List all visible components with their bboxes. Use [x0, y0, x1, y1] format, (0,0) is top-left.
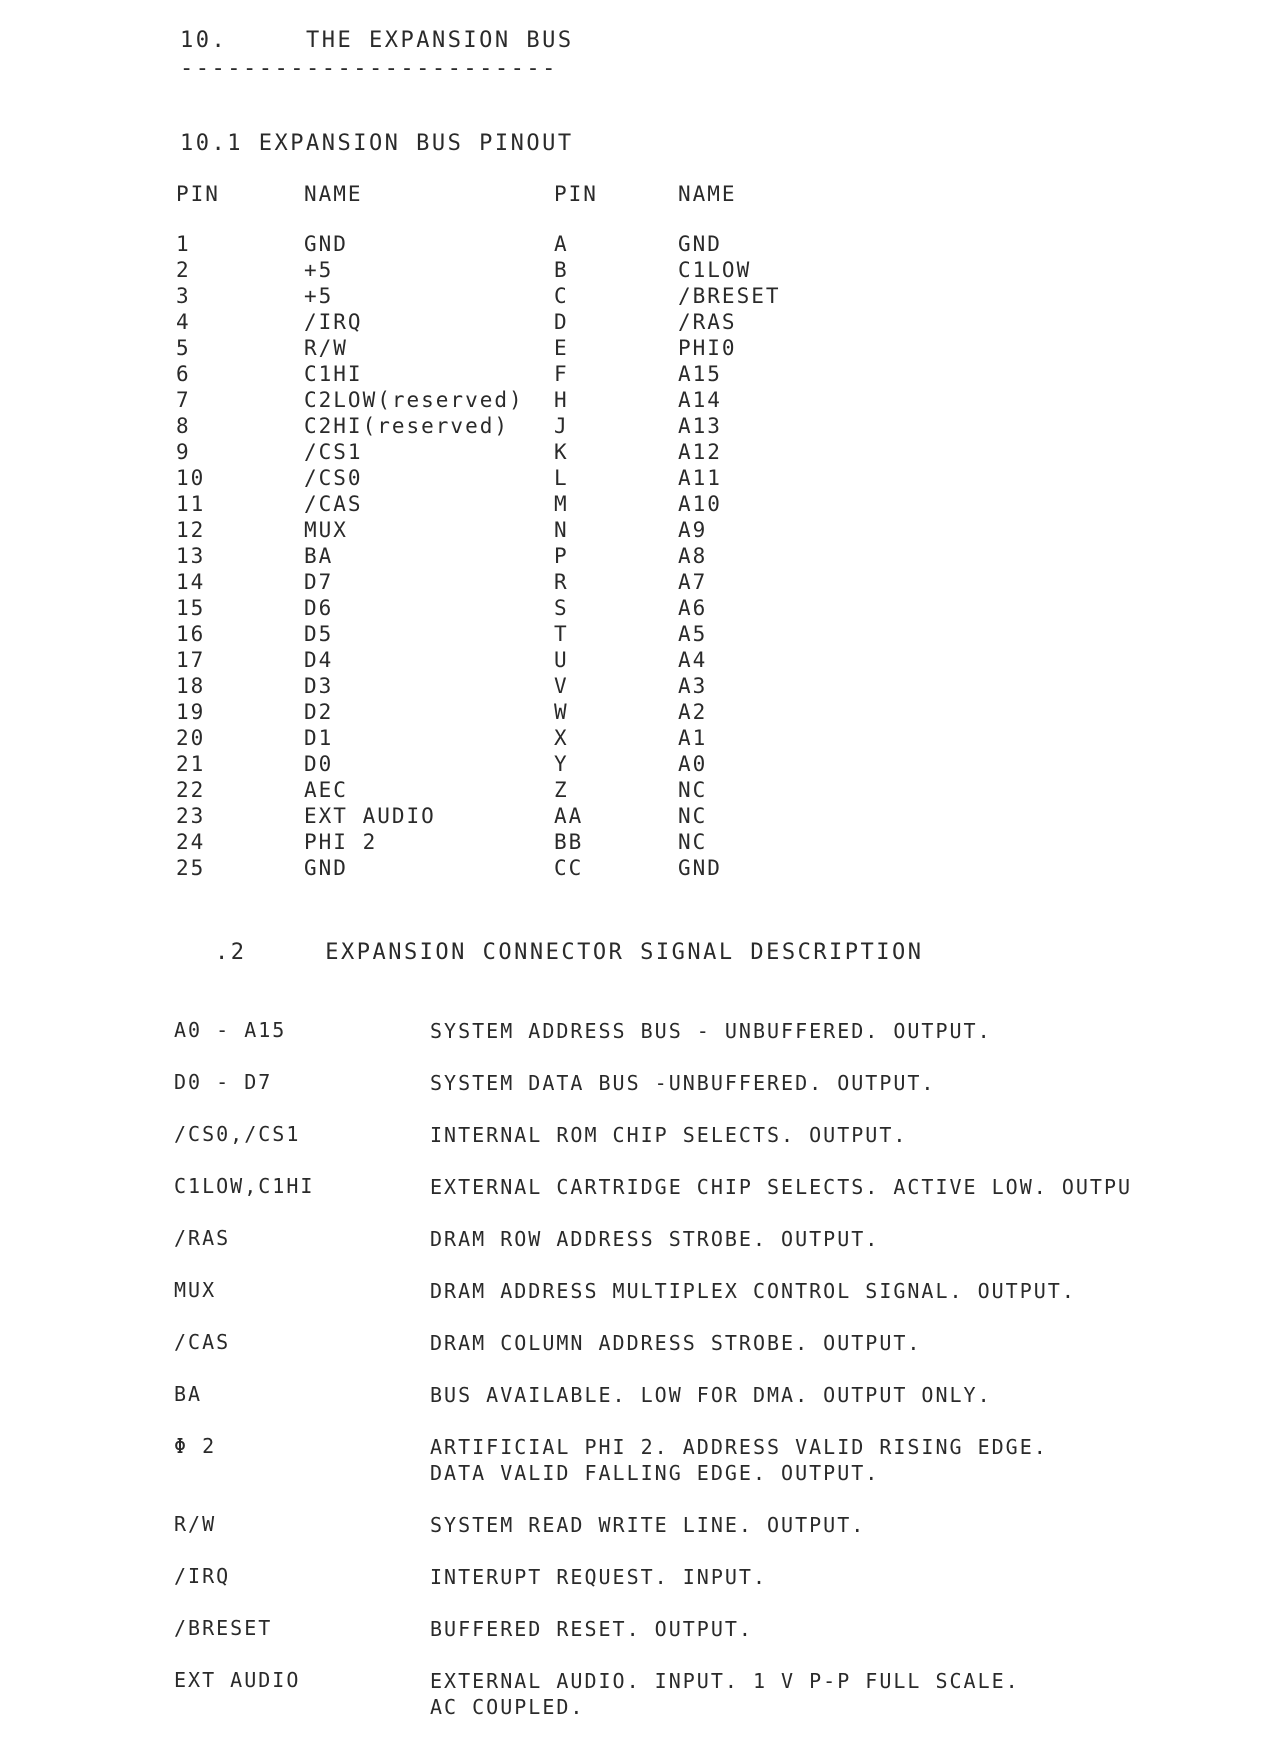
cell-name-left: C2HI(reserved) — [304, 414, 510, 438]
description-line: DRAM ADDRESS MULTIPLEX CONTROL SIGNAL. OUTPUT. — [430, 1279, 1076, 1303]
list-item — [174, 1434, 1264, 1512]
cell-name-right: A3 — [678, 674, 708, 698]
section-10-2-title: .2 EXPANSION CONNECTOR SIGNAL DESCRIPTION — [215, 940, 924, 965]
cell-pin-right: A — [554, 232, 569, 256]
description-line: EXTERNAL AUDIO. INPUT. 1 V P-P FULL SCALE. — [430, 1669, 1020, 1693]
cell-pin-left: 8 — [176, 414, 191, 438]
cell-pin-left: 4 — [176, 310, 191, 334]
cell-name-right: A15 — [678, 362, 722, 386]
list-item — [174, 1512, 1264, 1564]
cell-name-right: NC — [678, 830, 708, 854]
cell-pin-right: E — [554, 336, 569, 360]
page-heading — [180, 28, 574, 53]
cell-pin-left: 11 — [176, 492, 206, 516]
cell-pin-right: J — [554, 414, 569, 438]
cell-pin-left: 23 — [176, 804, 206, 828]
header-name-right: NAME — [678, 182, 737, 206]
signal-description — [430, 1226, 1264, 1252]
cell-name-right: A4 — [678, 648, 708, 672]
heading-underline: ------------------------ — [180, 56, 558, 81]
cell-pin-right: Z — [554, 778, 569, 802]
cell-name-left: D1 — [304, 726, 334, 750]
cell-pin-left: 3 — [176, 284, 191, 308]
list-item — [174, 1382, 1264, 1434]
cell-name-right: GND — [678, 856, 722, 880]
cell-name-left: D3 — [304, 674, 334, 698]
cell-name-right: A6 — [678, 596, 708, 620]
cell-name-left: /CAS — [304, 492, 363, 516]
signal-name: R/W — [174, 1512, 217, 1536]
list-item — [174, 1070, 1264, 1122]
list-item — [174, 1330, 1264, 1382]
cell-name-left: D5 — [304, 622, 334, 646]
description-line: INTERUPT REQUEST. INPUT. — [430, 1565, 767, 1589]
signal-name: Φ 2 — [174, 1434, 217, 1458]
heading-number: 10. — [180, 28, 228, 53]
signal-name: BA — [174, 1382, 203, 1406]
signal-description — [430, 1382, 1264, 1408]
cell-name-left: AEC — [304, 778, 348, 802]
cell-name-left: EXT AUDIO — [304, 804, 436, 828]
cell-name-left: MUX — [304, 518, 348, 542]
cell-pin-right: F — [554, 362, 569, 386]
cell-pin-right: P — [554, 544, 569, 568]
signal-name: MUX — [174, 1278, 217, 1302]
cell-pin-left: 1 — [176, 232, 191, 256]
description-line: DRAM COLUMN ADDRESS STROBE. OUTPUT. — [430, 1331, 922, 1355]
cell-pin-right: N — [554, 518, 569, 542]
signal-name: EXT AUDIO — [174, 1668, 301, 1692]
cell-pin-right: T — [554, 622, 569, 646]
signal-description — [430, 1668, 1264, 1720]
cell-pin-right: S — [554, 596, 569, 620]
cell-pin-left: 20 — [176, 726, 206, 750]
cell-name-right: NC — [678, 804, 708, 828]
cell-name-right: A2 — [678, 700, 708, 724]
cell-name-right: /RAS — [678, 310, 737, 334]
cell-name-left: C2LOW(reserved) — [304, 388, 524, 412]
signal-description-list — [174, 1018, 1264, 1746]
cell-name-right: GND — [678, 232, 722, 256]
cell-name-right: A14 — [678, 388, 722, 412]
cell-pin-right: H — [554, 388, 569, 412]
description-line: SYSTEM READ WRITE LINE. OUTPUT. — [430, 1513, 866, 1537]
cell-name-right: /BRESET — [678, 284, 781, 308]
signal-name: /RAS — [174, 1226, 231, 1250]
cell-pin-left: 24 — [176, 830, 206, 854]
signal-name: D0 - D7 — [174, 1070, 273, 1094]
signal-description — [430, 1278, 1264, 1304]
cell-name-right: PHI0 — [678, 336, 737, 360]
signal-name: /CAS — [174, 1330, 231, 1354]
cell-pin-left: 21 — [176, 752, 206, 776]
signal-description — [430, 1122, 1264, 1148]
signal-description — [430, 1564, 1264, 1590]
cell-pin-left: 15 — [176, 596, 206, 620]
signal-name: A0 - A15 — [174, 1018, 287, 1042]
cell-name-left: D2 — [304, 700, 334, 724]
heading-title: THE EXPANSION BUS — [305, 28, 574, 53]
list-item — [174, 1018, 1264, 1070]
cell-name-right: C1LOW — [678, 258, 752, 282]
cell-name-right: A11 — [678, 466, 722, 490]
cell-pin-right: Y — [554, 752, 569, 776]
cell-name-left: D7 — [304, 570, 334, 594]
description-line: DATA VALID FALLING EDGE. OUTPUT. — [430, 1461, 880, 1485]
description-line: BUS AVAILABLE. LOW FOR DMA. OUTPUT ONLY. — [430, 1383, 992, 1407]
cell-name-right: A8 — [678, 544, 708, 568]
list-item — [174, 1174, 1264, 1226]
signal-name: /BRESET — [174, 1616, 273, 1640]
cell-pin-right: W — [554, 700, 569, 724]
cell-name-left: +5 — [304, 284, 334, 308]
cell-name-left: D4 — [304, 648, 334, 672]
header-name-left: NAME — [304, 182, 363, 206]
cell-name-left: D0 — [304, 752, 334, 776]
cell-name-left: C1HI — [304, 362, 363, 386]
cell-pin-left: 14 — [176, 570, 206, 594]
cell-name-right: A0 — [678, 752, 708, 776]
cell-pin-right: L — [554, 466, 569, 490]
cell-pin-right: AA — [554, 804, 584, 828]
description-line: SYSTEM DATA BUS -UNBUFFERED. OUTPUT. — [430, 1071, 936, 1095]
description-line: DRAM ROW ADDRESS STROBE. OUTPUT. — [430, 1227, 880, 1251]
cell-name-left: R/W — [304, 336, 348, 360]
cell-pin-left: 2 — [176, 258, 191, 282]
list-item — [174, 1564, 1264, 1616]
list-item — [174, 1226, 1264, 1278]
cell-name-left: /IRQ — [304, 310, 363, 334]
signal-description — [430, 1616, 1264, 1642]
cell-pin-right: V — [554, 674, 569, 698]
cell-pin-left: 7 — [176, 388, 191, 412]
cell-pin-left: 12 — [176, 518, 206, 542]
signal-name: /CS0,/CS1 — [174, 1122, 301, 1146]
cell-pin-right: BB — [554, 830, 584, 854]
cell-name-right: A1 — [678, 726, 708, 750]
cell-pin-left: 19 — [176, 700, 206, 724]
list-item — [174, 1122, 1264, 1174]
cell-name-left: GND — [304, 232, 348, 256]
cell-pin-left: 17 — [176, 648, 206, 672]
cell-pin-right: R — [554, 570, 569, 594]
cell-name-right: A9 — [678, 518, 708, 542]
cell-pin-left: 18 — [176, 674, 206, 698]
signal-description — [430, 1330, 1264, 1356]
signal-name: /IRQ — [174, 1564, 231, 1588]
cell-pin-left: 6 — [176, 362, 191, 386]
cell-pin-right: B — [554, 258, 569, 282]
cell-pin-right: X — [554, 726, 569, 750]
cell-pin-right: U — [554, 648, 569, 672]
cell-name-left: +5 — [304, 258, 334, 282]
list-item — [174, 1616, 1264, 1668]
cell-pin-right: CC — [554, 856, 584, 880]
section-10-1-title: 10.1 EXPANSION BUS PINOUT — [180, 131, 574, 156]
description-line: ARTIFICIAL PHI 2. ADDRESS VALID RISING EDGE. — [430, 1435, 1048, 1459]
cell-name-left: /CS1 — [304, 440, 363, 464]
description-line: BUFFERED RESET. OUTPUT. — [430, 1617, 753, 1641]
cell-pin-left: 10 — [176, 466, 206, 490]
cell-pin-left: 25 — [176, 856, 206, 880]
signal-name: C1LOW,C1HI — [174, 1174, 315, 1198]
cell-pin-left: 9 — [176, 440, 191, 464]
signal-description — [430, 1070, 1264, 1096]
cell-pin-right: M — [554, 492, 569, 516]
header-pin-right: PIN — [554, 182, 598, 206]
cell-pin-left: 5 — [176, 336, 191, 360]
cell-name-right: A5 — [678, 622, 708, 646]
cell-name-left: D6 — [304, 596, 334, 620]
signal-description — [430, 1434, 1264, 1486]
cell-name-left: /CS0 — [304, 466, 363, 490]
cell-name-right: A12 — [678, 440, 722, 464]
cell-name-left: BA — [304, 544, 334, 568]
cell-name-right: A10 — [678, 492, 722, 516]
header-pin-left: PIN — [176, 182, 220, 206]
signal-description — [430, 1018, 1264, 1044]
description-line: EXTERNAL CARTRIDGE CHIP SELECTS. ACTIVE LOW. OUTPU — [430, 1175, 1133, 1199]
cell-pin-right: D — [554, 310, 569, 334]
cell-pin-left: 16 — [176, 622, 206, 646]
cell-pin-right: K — [554, 440, 569, 464]
description-line: AC COUPLED. — [430, 1695, 585, 1719]
list-item — [174, 1668, 1264, 1746]
cell-name-left: GND — [304, 856, 348, 880]
cell-name-right: A7 — [678, 570, 708, 594]
cell-pin-left: 22 — [176, 778, 206, 802]
cell-name-right: A13 — [678, 414, 722, 438]
cell-name-left: PHI 2 — [304, 830, 378, 854]
description-line: SYSTEM ADDRESS BUS - UNBUFFERED. OUTPUT. — [430, 1019, 992, 1043]
signal-description — [430, 1512, 1264, 1538]
cell-pin-left: 13 — [176, 544, 206, 568]
list-item — [174, 1278, 1264, 1330]
signal-description — [430, 1174, 1264, 1200]
cell-pin-right: C — [554, 284, 569, 308]
description-line: INTERNAL ROM CHIP SELECTS. OUTPUT. — [430, 1123, 908, 1147]
cell-name-right: NC — [678, 778, 708, 802]
